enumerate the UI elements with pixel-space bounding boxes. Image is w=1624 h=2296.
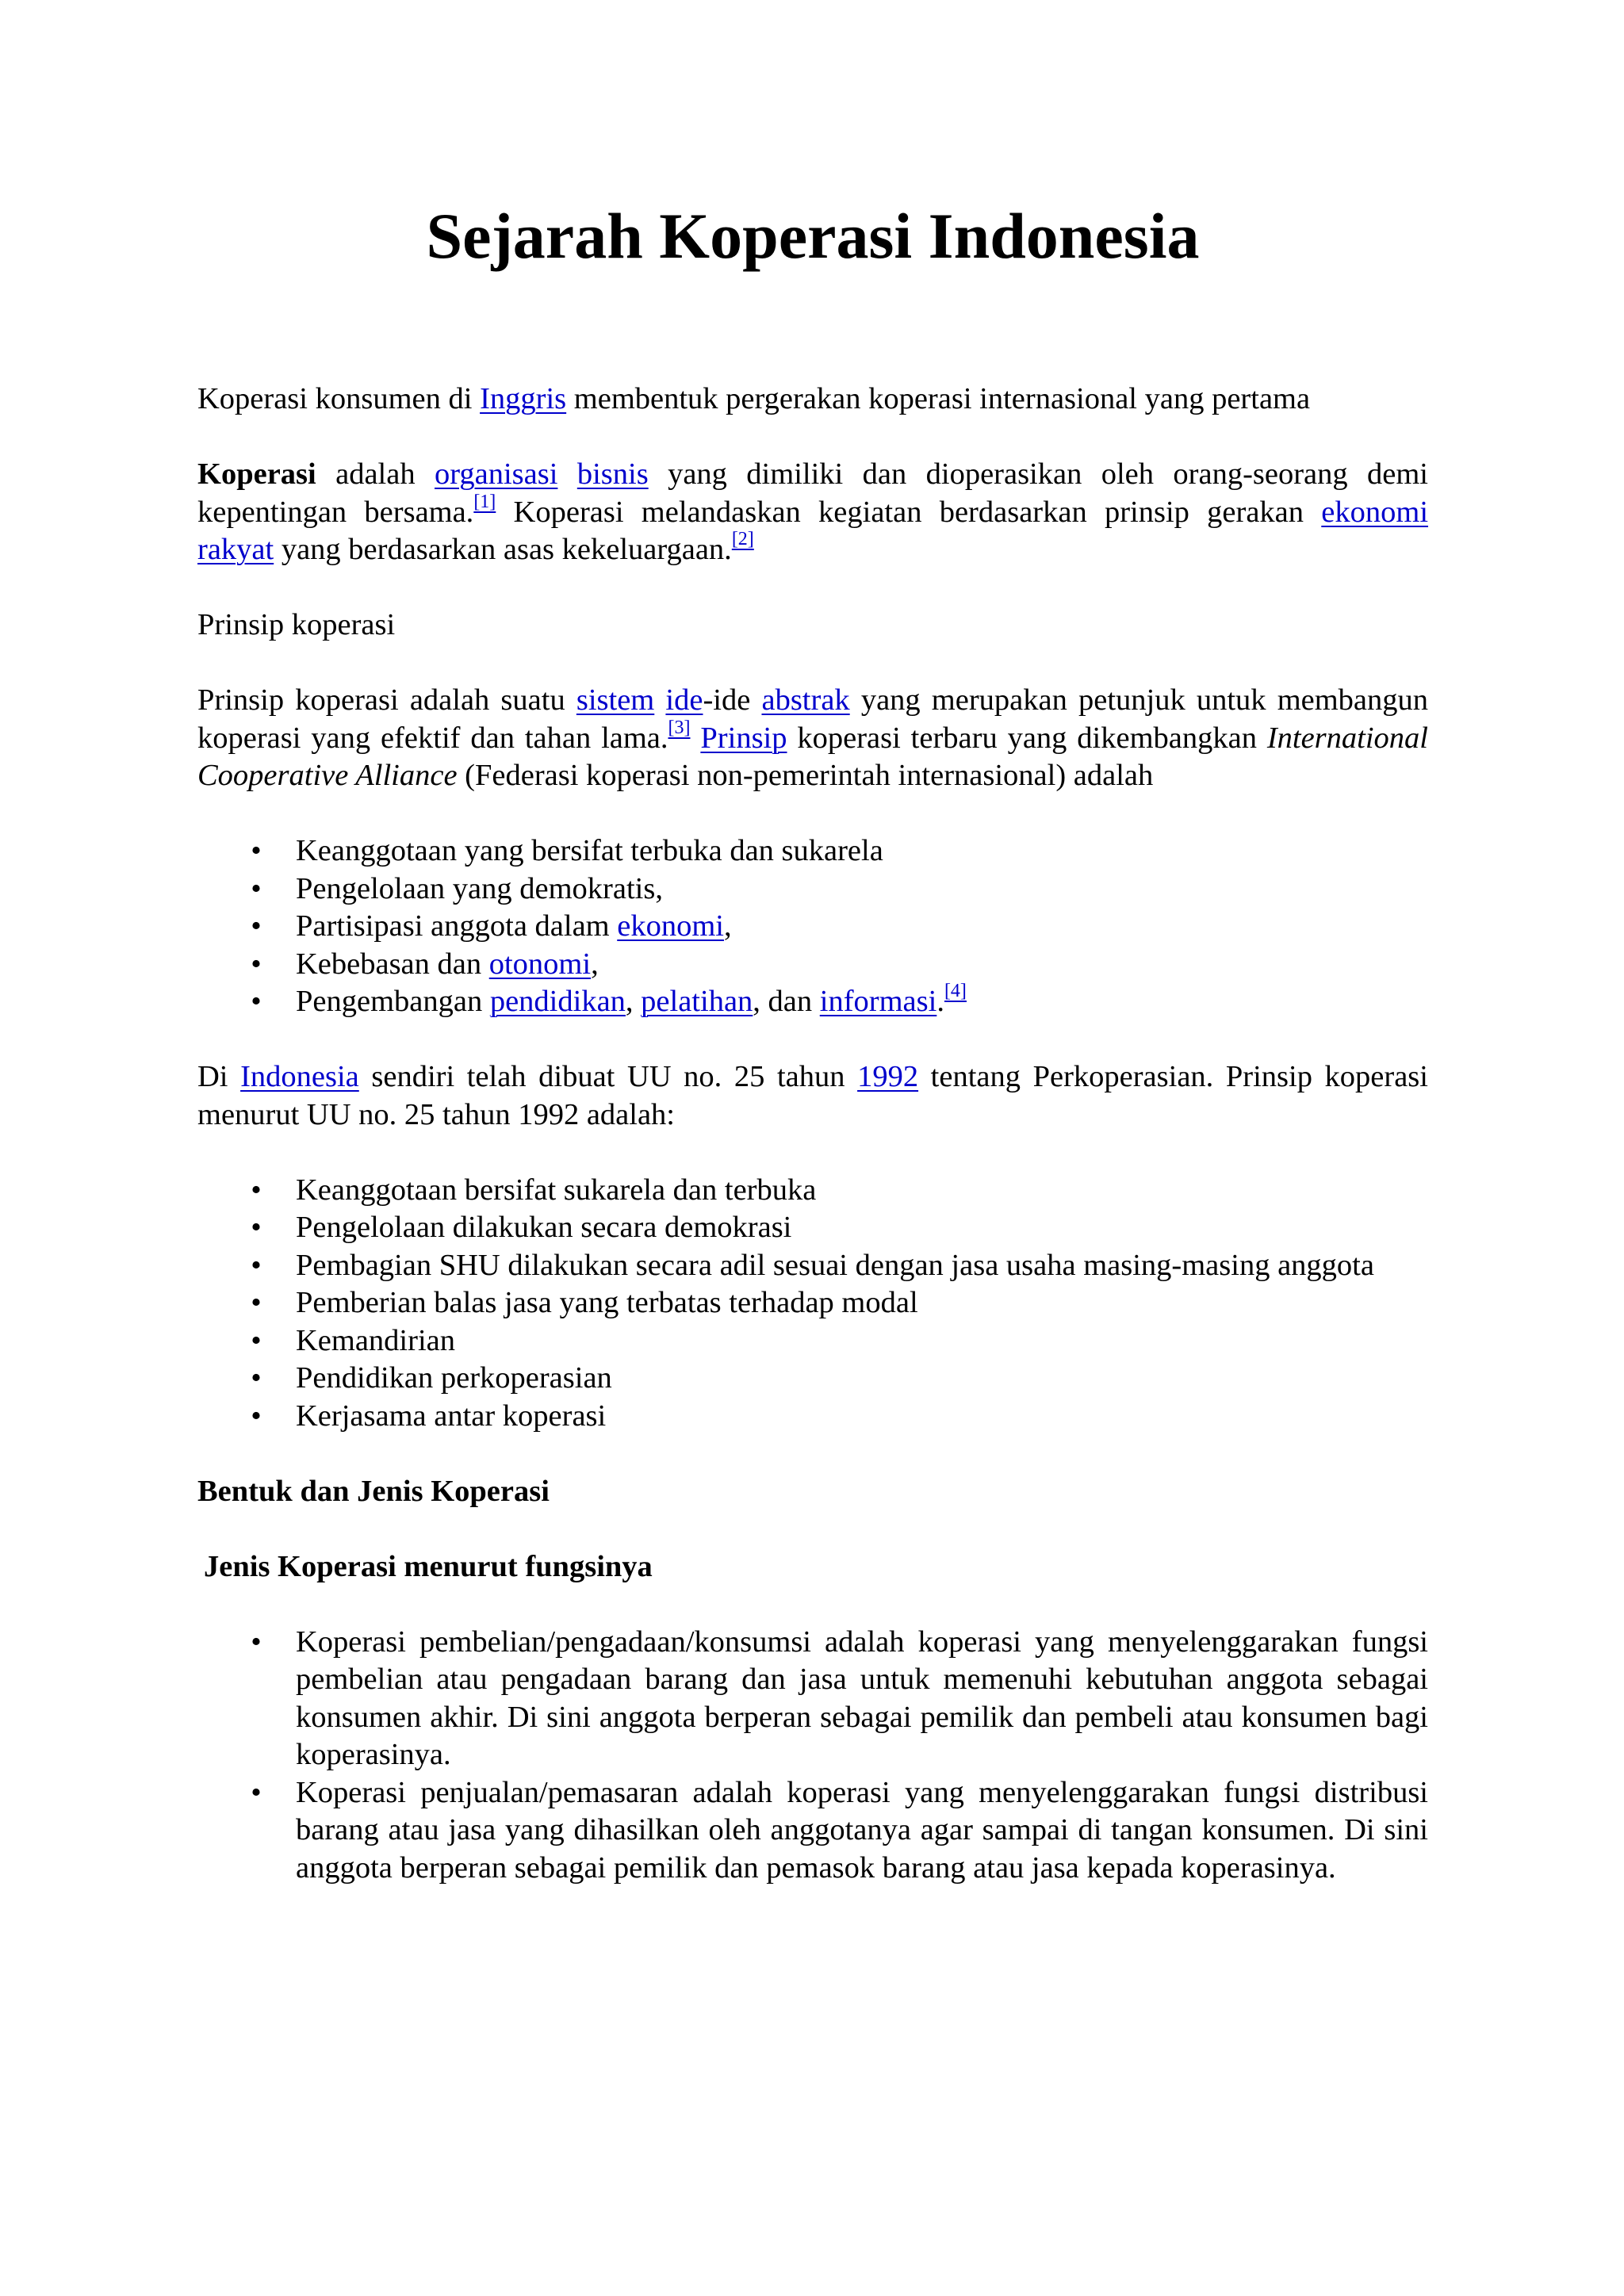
link-ide[interactable]: ide (665, 683, 703, 717)
bullet-icon: • (251, 985, 262, 1018)
link-1992[interactable]: 1992 (857, 1060, 919, 1093)
list-item (251, 981, 1428, 1021)
list-item (251, 1774, 1428, 1888)
uu-text-2: sendiri telah dibuat UU no. 25 tahun (358, 1060, 858, 1093)
link-informasi[interactable]: informasi (819, 985, 937, 1018)
list-item-punct: . (936, 985, 944, 1018)
bullet-icon: • (251, 834, 262, 867)
list-item-text: Partisipasi anggota dalam (296, 909, 618, 943)
list-item-text: Pembagian SHU dilakukan secara adil sesuai dengan jasa usaha masing-masing anggota (296, 1248, 1374, 1282)
list-item (251, 946, 1428, 984)
list-item-text: Kerjasama antar koperasi (296, 1399, 607, 1433)
link-ekonomi[interactable]: ekonomi (1321, 495, 1429, 529)
list-item (251, 908, 1428, 946)
list-item (251, 1284, 1428, 1322)
document-body (197, 381, 1428, 1925)
link-organisasi[interactable]: organisasi (434, 457, 558, 491)
principles-text-4: koperasi terbaru yang dikembangkan (787, 721, 1267, 755)
link-inggris[interactable]: Inggris (480, 382, 567, 415)
footnote-ref-3[interactable]: [3] (668, 717, 691, 738)
definition-text-2: yang dimiliki dan dioperasikan oleh orang-seorang demi kepentingan bersama. (197, 457, 1429, 529)
list-item (251, 871, 1428, 909)
link-rakyat[interactable]: rakyat (197, 533, 274, 566)
list-item (251, 832, 1428, 871)
principles-text-1: Prinsip koperasi adalah suatu (197, 683, 576, 717)
fungsi-list (197, 1624, 1428, 1888)
bullet-icon: • (251, 947, 262, 981)
footnote-ref-4[interactable]: [4] (944, 981, 967, 1002)
list-item-sep: , (625, 985, 642, 1018)
uu-paragraph (197, 1058, 1428, 1134)
definition-text-4: yang berdasarkan asas kekeluargaan. (274, 533, 732, 566)
intro-text: Koperasi konsumen di (197, 382, 481, 415)
list-item (251, 1398, 1428, 1436)
footnote-ref-2[interactable]: [2] (731, 529, 754, 550)
link-pelatihan[interactable]: pelatihan (641, 985, 753, 1018)
list-item (251, 1624, 1428, 1774)
list-item (251, 1360, 1428, 1398)
link-indonesia[interactable]: Indonesia (240, 1060, 359, 1093)
link-bisnis[interactable]: bisnis (576, 457, 649, 491)
list-item-punct: , (723, 909, 732, 943)
principles-label: Prinsip koperasi (197, 608, 396, 641)
section-heading-fungsi: Jenis Koperasi menurut fungsinya (204, 1549, 653, 1583)
list-item-text: Koperasi penjualan/pemasaran adalah koperasi yang menyelenggarakan fungsi distribusi barang atau jasa yang dihasilkan oleh anggotanya agar sampai di tangan konsumen. Di sini anggota berperan sebagai pemilik dan pemasok barang atau jasa kepada koperasinya. (296, 1775, 1428, 1885)
bullet-icon: • (251, 1624, 262, 1659)
definition-text-1: adalah (316, 457, 435, 491)
principles-text-5: (Federasi koperasi non-pemerintah internasional) adalah (457, 759, 1154, 792)
principles-text-2: -ide (703, 683, 762, 717)
intro-paragraph (197, 381, 1428, 419)
ica-name: International Cooperative Alliance (197, 721, 1429, 792)
definition-term: Koperasi (197, 457, 316, 491)
section-heading-bentuk: Bentuk dan Jenis Koperasi (197, 1474, 550, 1508)
bullet-icon: • (251, 1286, 262, 1319)
list-item-text: Pengelolaan dilakukan secara demokrasi (296, 1211, 792, 1244)
list-item (251, 1247, 1428, 1285)
list-item-text: Pemberian balas jasa yang terbatas terhadap modal (296, 1286, 918, 1319)
uu-text-1: Di (197, 1060, 241, 1093)
link-abstrak[interactable]: abstrak (761, 683, 850, 717)
bullet-icon: • (251, 1775, 262, 1809)
list-item (251, 1209, 1428, 1247)
list-item (251, 1172, 1428, 1210)
definition-paragraph (197, 456, 1428, 569)
ica-principles-list (197, 832, 1428, 1021)
definition-text-3: Koperasi melandaskan kegiatan berdasarkan prinsip gerakan (496, 495, 1322, 529)
bullet-icon: • (251, 1173, 262, 1207)
bullet-icon: • (251, 1248, 262, 1282)
list-item-sep: , dan (753, 985, 820, 1018)
link-pendidikan[interactable]: pendidikan (489, 985, 626, 1018)
list-item-text: Pengembangan (296, 985, 490, 1018)
bullet-icon: • (251, 909, 262, 943)
link-otonomi[interactable]: otonomi (488, 947, 592, 981)
list-item-text: Keanggotaan yang bersifat terbuka dan sukarela (296, 834, 883, 867)
list-item-text: Koperasi pembelian/pengadaan/konsumsi adalah koperasi yang menyelenggarakan fungsi pembelian atau pengadaan barang dan jasa untuk memenuhi kebutuhan anggota sebagai konsumen akhir. Di sini anggota berperan sebagai pemilik dan pembeli atau konsumen bagi koperasinya. (296, 1624, 1428, 1771)
footnote-ref-1[interactable]: [1] (473, 491, 496, 512)
list-item-punct: , (591, 947, 599, 981)
intro-text-end: membentuk pergerakan koperasi internasional yang pertama (566, 382, 1311, 415)
bullet-icon: • (251, 1361, 262, 1395)
uu-principles-list (197, 1172, 1428, 1436)
bullet-icon: • (251, 1399, 262, 1433)
principles-text-3: yang merupakan petunjuk untuk membangun koperasi yang efektif dan tahan lama. (197, 683, 1429, 755)
page-title: Sejarah Koperasi Indonesia (426, 200, 1200, 272)
list-item-text: Pengelolaan yang demokratis, (296, 871, 663, 905)
list-item-text: Pendidikan perkoperasian (296, 1361, 612, 1395)
list-item-text: Keanggotaan bersifat sukarela dan terbuka (296, 1173, 817, 1207)
bullet-icon: • (251, 1323, 262, 1357)
list-item-text: Kebebasan dan (296, 947, 489, 981)
link-sistem[interactable]: sistem (576, 683, 655, 717)
list-item (251, 1322, 1428, 1360)
link-prinsip[interactable]: Prinsip (700, 721, 787, 755)
uu-text-3: tentang Perkoperasian. Prinsip koperasi menurut UU no. 25 tahun 1992 adalah: (197, 1060, 1428, 1131)
bullet-icon: • (251, 871, 262, 905)
principles-paragraph (197, 682, 1428, 795)
link-ekonomi-list[interactable]: ekonomi (617, 909, 724, 943)
bullet-icon: • (251, 1211, 262, 1244)
list-item-text: Kemandirian (296, 1323, 455, 1357)
